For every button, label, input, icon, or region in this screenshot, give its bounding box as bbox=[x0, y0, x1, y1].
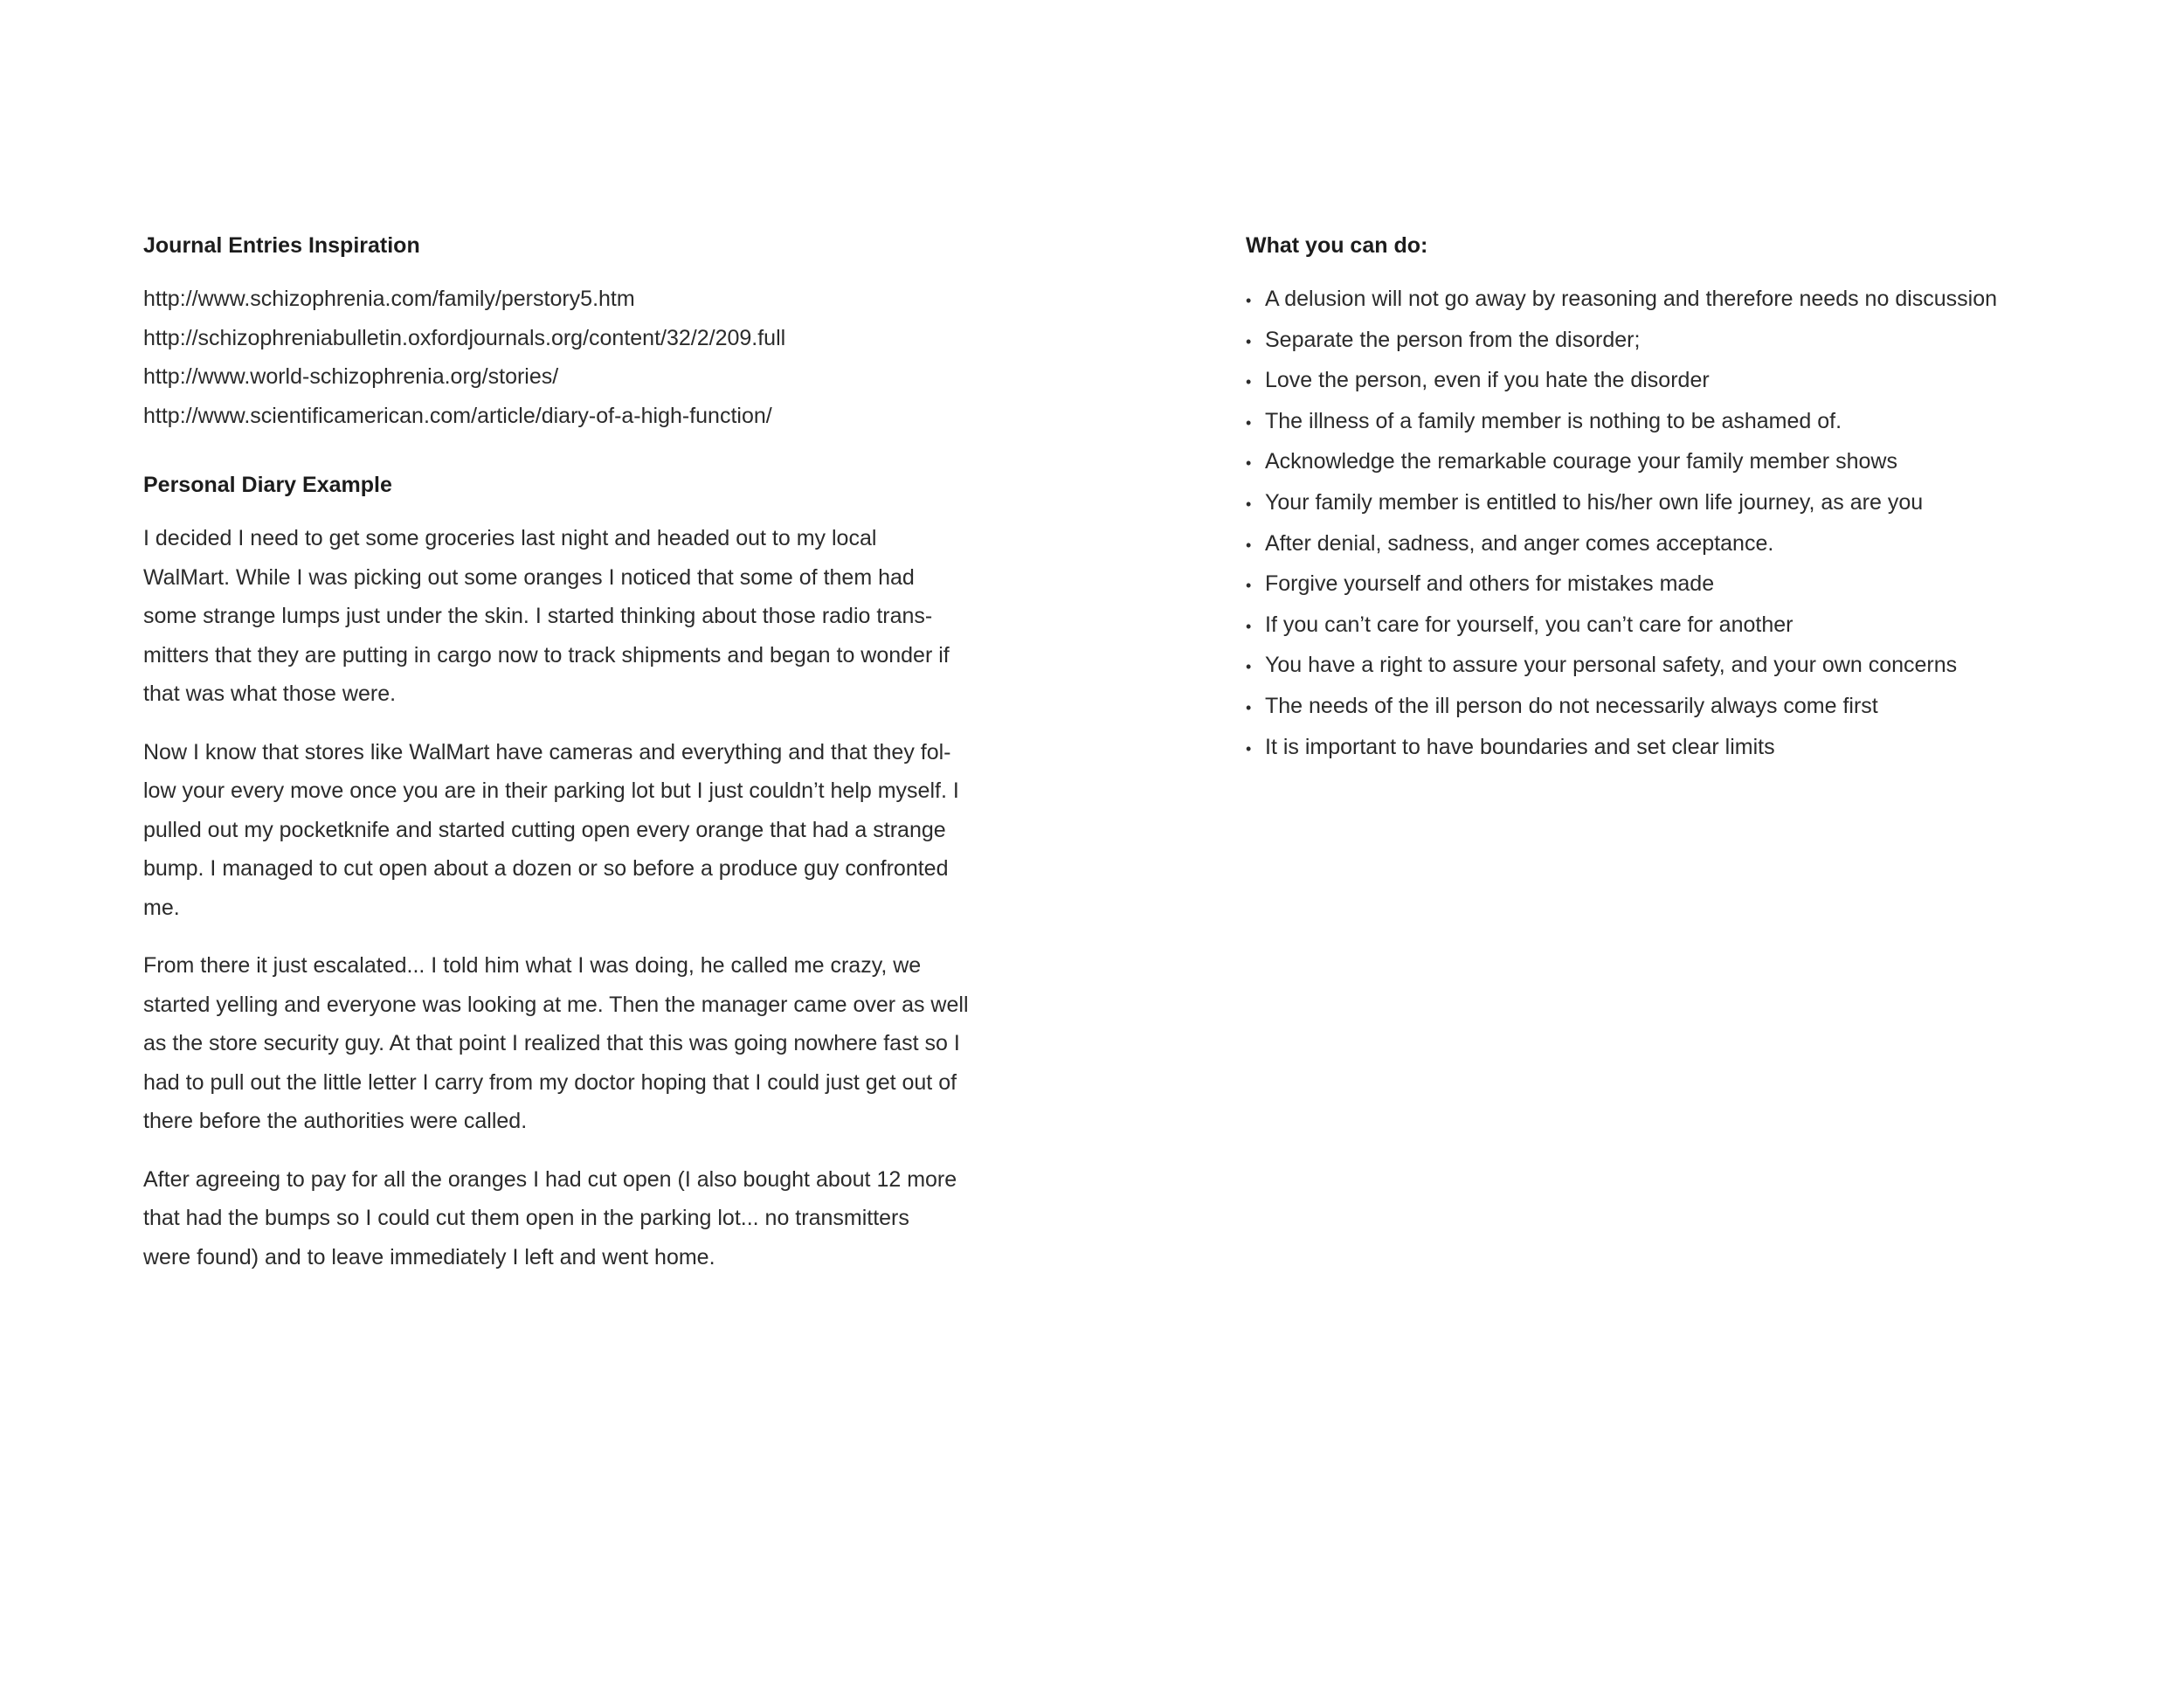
paragraph-line: that was what those were. bbox=[143, 681, 397, 706]
paragraph-line: I decided I need to get some groceries last night and headed out to my local bbox=[143, 526, 877, 550]
paragraph-line: bump. I managed to cut open about a dozen or so before a produce guy confronted bbox=[143, 856, 949, 881]
list-item bbox=[1246, 524, 2137, 565]
list-item bbox=[1246, 728, 2137, 769]
bullet-icon: • bbox=[1246, 292, 1252, 309]
paragraph-line: After agreeing to pay for all the oranges I had cut open (I also bought about 12 more bbox=[143, 1166, 957, 1192]
bullet-icon: • bbox=[1246, 536, 1252, 554]
link-text: http://www.schizophrenia.com/family/perstory5.htm bbox=[143, 287, 635, 311]
bullet-icon: • bbox=[1246, 658, 1252, 676]
what-you-can-do-heading: What you can do: bbox=[1246, 233, 1428, 258]
paragraph-line: there before the authorities were called. bbox=[143, 1109, 528, 1133]
list-item-text: The illness of a family member is nothing to be ashamed of. bbox=[1265, 408, 1842, 433]
link-list bbox=[143, 280, 964, 435]
list-item-text: Your family member is entitled to his/her own life journey, as are you bbox=[1265, 489, 1924, 515]
diary-paragraph-4 bbox=[143, 1160, 964, 1277]
paragraph-line: that had the bumps so I could cut them open in the parking lot... no transmitters bbox=[143, 1206, 909, 1230]
list-item-text: If you can’t care for yourself, you can’t care for another bbox=[1265, 612, 1794, 637]
paragraph-line: had to pull out the little letter I carry from my doctor hoping that I could just get out of bbox=[143, 1069, 957, 1095]
list-item-text: It is important to have boundaries and set clear limits bbox=[1265, 734, 1775, 759]
bullet-icon: • bbox=[1246, 698, 1252, 716]
paragraph-line: started yelling and everyone was looking at me. Then the manager came over as well bbox=[143, 992, 969, 1017]
bullet-icon: • bbox=[1246, 495, 1252, 513]
bullet-icon: • bbox=[1246, 739, 1252, 758]
left-column bbox=[143, 229, 969, 1296]
personal-diary-heading: Personal Diary Example bbox=[143, 473, 392, 497]
paragraph-line: mitters that they are putting in cargo now to track shipments and began to wonder if bbox=[143, 642, 950, 668]
bullet-icon: • bbox=[1246, 373, 1252, 391]
list-item bbox=[1246, 605, 2137, 647]
journal-entries-heading: Journal Entries Inspiration bbox=[143, 233, 420, 258]
list-item bbox=[1246, 564, 2137, 605]
paragraph-line: me. bbox=[143, 895, 180, 920]
paragraph-line: were found) and to leave immediately I left and went home. bbox=[143, 1244, 715, 1269]
link-text: http://www.scientificamerican.com/article/diary-of-a-high-function/ bbox=[143, 403, 772, 428]
paragraph-line: as the store security guy. At that point I realized that this was going nowhere fast so I bbox=[143, 1031, 960, 1055]
diary-paragraph-3 bbox=[143, 946, 969, 1141]
list-item-text: Love the person, even if you hate the disorder bbox=[1265, 368, 1710, 393]
list-item bbox=[1246, 321, 2137, 362]
list-item-text: Acknowledge the remarkable courage your family member shows bbox=[1265, 449, 1897, 474]
list-item bbox=[1246, 402, 2137, 443]
bullet-icon: • bbox=[1246, 332, 1252, 350]
list-item-text: You have a right to assure your personal safety, and your own concerns bbox=[1265, 653, 1958, 678]
paragraph-line: WalMart. While I was picking out some oranges I noticed that some of them had bbox=[143, 564, 915, 590]
paragraph-line: pulled out my pocketknife and started cutting open every orange that had a strange bbox=[143, 817, 946, 842]
list-item bbox=[1246, 361, 2137, 402]
bullet-icon: • bbox=[1246, 413, 1252, 432]
paragraph-line: Now I know that stores like WalMart have cameras and everything and that they fol- bbox=[143, 739, 951, 764]
bullet-icon: • bbox=[1246, 617, 1252, 635]
list-item-text: After denial, sadness, and anger comes acceptance. bbox=[1265, 530, 1774, 556]
right-column bbox=[1246, 229, 2137, 768]
list-item-text: A delusion will not go away by reasoning and therefore needs no discussion bbox=[1265, 287, 1998, 311]
list-item-text: The needs of the ill person do not necessarily always come first bbox=[1265, 693, 1878, 718]
list-item bbox=[1246, 687, 2137, 728]
link-text: http://schizophreniabulletin.oxfordjournals.org/content/32/2/209.full bbox=[143, 325, 786, 350]
paragraph-line: From there it just escalated... I told him what I was doing, he called me crazy, we bbox=[143, 953, 922, 978]
list-item bbox=[1246, 646, 2137, 687]
list-item-text: Forgive yourself and others for mistakes made bbox=[1265, 571, 1715, 597]
paragraph-line: some strange lumps just under the skin. I started thinking about those radio trans- bbox=[143, 604, 933, 628]
link-text: http://www.world-schizophrenia.org/stories/ bbox=[143, 364, 559, 389]
list-item bbox=[1246, 280, 2137, 321]
list-item bbox=[1246, 442, 2137, 483]
list-item bbox=[1246, 483, 2137, 524]
diary-paragraph-2 bbox=[143, 733, 964, 928]
bullet-icon: • bbox=[1246, 454, 1252, 473]
paragraph-line: low your every move once you are in their parking lot but I just couldn’t help myself. I bbox=[143, 778, 959, 803]
bullet-icon: • bbox=[1246, 577, 1252, 595]
diary-paragraph-1 bbox=[143, 519, 964, 714]
list-item-text: Separate the person from the disorder; bbox=[1265, 327, 1641, 352]
advice-list bbox=[1246, 280, 2137, 768]
